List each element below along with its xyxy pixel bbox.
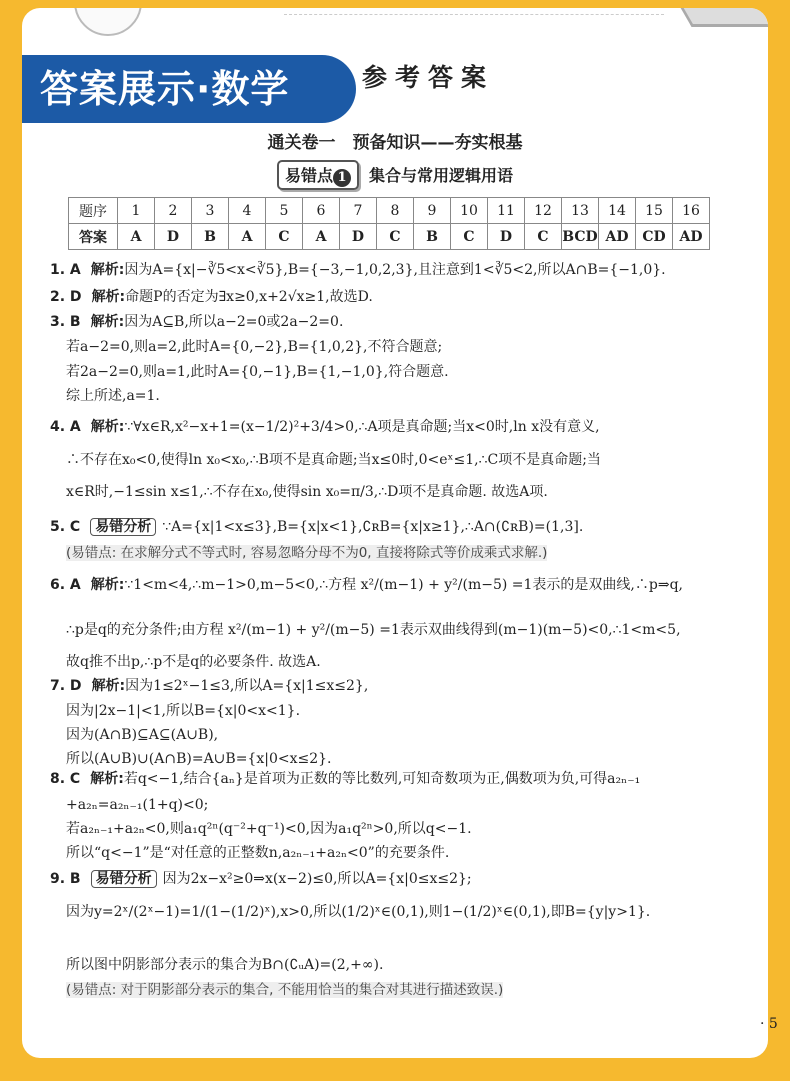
- answer-cell: A: [303, 224, 340, 250]
- analysis-label: 解析:: [91, 289, 126, 305]
- solution-line: [50, 287, 373, 307]
- solution-line: [66, 955, 383, 975]
- answer-cell: C: [377, 224, 414, 250]
- analysis-label: 解析:: [91, 678, 126, 694]
- solution-text: 所以图中阴影部分表示的集合为B∩(∁ᵤA)=(2,+∞).: [66, 957, 384, 973]
- row-header: 题序: [69, 198, 118, 224]
- answer-cell: C: [451, 224, 488, 250]
- question-number: 16: [673, 198, 710, 224]
- tag-label: 易错点: [284, 166, 333, 185]
- solution-line: [50, 769, 640, 789]
- error-note-text: (易错点: 对于阴影部分表示的集合, 不能用恰当的集合对其进行描述致误.): [66, 982, 504, 998]
- question-number: 12: [525, 198, 562, 224]
- answer-cell: AD: [599, 224, 636, 250]
- error-analysis-tag: 易错分析: [91, 870, 157, 888]
- question-number: 3: [192, 198, 229, 224]
- solution-line: [66, 652, 321, 672]
- solution-line: [66, 843, 449, 863]
- question-label: 1. A: [50, 262, 81, 278]
- question-number: 6: [303, 198, 340, 224]
- answer-cell: AD: [673, 224, 710, 250]
- error-analysis-tag: 易错分析: [90, 518, 156, 536]
- solution-text: 所以“q<−1”是“对任意的正整数n,a₂ₙ₋₁+a₂ₙ<0”的充要条件.: [66, 845, 450, 861]
- solution-text: 因为A⊆B,所以a−2=0或2a−2=0.: [124, 314, 344, 330]
- solution-text: 若a−2=0,则a=2,此时A={0,−2},B={1,0,2},不符合题意;: [66, 339, 443, 355]
- solution-line: [50, 676, 368, 696]
- solution-line: [66, 362, 449, 382]
- answer-cell: A: [229, 224, 266, 250]
- solution-text: 命题P的否定为∃x≥0,x+2√x≥1,故选D.: [125, 289, 373, 305]
- solution-text: ∵1<m<4,∴m−1>0,m−5<0,∴方程 x²/(m−1) + y²/(m−5) =1表示的是双曲线,∴p⇒q,: [124, 577, 683, 593]
- solution-text: 因为A={x|−∛5<x<∛5},B={−3,−1,0,2,3},且注意到1<∛5<2,所以A∩B={−1,0}.: [124, 262, 666, 278]
- analysis-label: 解析:: [90, 419, 125, 435]
- question-label: 8. C: [50, 771, 81, 787]
- question-label: 4. A: [50, 419, 81, 435]
- question-number: 14: [599, 198, 636, 224]
- solution-line: [66, 620, 681, 640]
- topic-heading: [0, 160, 790, 190]
- question-number: 9: [414, 198, 451, 224]
- topic-title: 集合与常用逻辑用语: [369, 166, 514, 185]
- solution-line: [50, 417, 600, 437]
- solution-text: 若2a−2=0,则a=1,此时A={0,−1},B={1,−1,0},符合题意.: [66, 364, 449, 380]
- error-note-text: (易错点: 在求解分式不等式时, 容易忽略分母不为0, 直接将除式等价成乘式求解.): [66, 545, 548, 561]
- solution-text: 因为|2x−1|<1,所以B={x|0<x<1}.: [66, 703, 301, 719]
- tag-number: 1: [333, 169, 351, 187]
- answer-cell: BCD: [562, 224, 599, 250]
- solution-text: 若a₂ₙ₋₁+a₂ₙ<0,则a₁q²ⁿ(q⁻²+q⁻¹)<0,因为a₁q²ⁿ>0,所以q<−1.: [66, 821, 472, 837]
- solution-line: [66, 749, 331, 769]
- solution-line: [66, 450, 601, 470]
- solution-line: [50, 312, 343, 332]
- solution-line: [66, 795, 208, 815]
- solution-text: 若q<−1,结合{aₙ}是首项为正数的等比数列,可知奇数项为正,偶数项为负,可得a₂ₙ₋₁: [123, 771, 641, 787]
- solution-line: [66, 337, 442, 357]
- publisher-logo: [74, 8, 142, 36]
- solution-line: [50, 575, 683, 595]
- question-number: 11: [488, 198, 525, 224]
- solution-text: 故q推不出p,∴p不是q的必要条件. 故选A.: [66, 654, 321, 670]
- question-label: 5. C: [50, 519, 81, 535]
- solution-text: ∵∀x∈R,x²−x+1=(x−1/2)²+3/4>0,∴A项是真命题;当x<0时,ln x没有意义,: [124, 419, 600, 435]
- question-number: 8: [377, 198, 414, 224]
- analysis-label: 解析:: [90, 262, 125, 278]
- question-number: 2: [155, 198, 192, 224]
- error-note: [66, 543, 547, 563]
- answer-cell: C: [525, 224, 562, 250]
- analysis-label: 解析:: [90, 771, 124, 787]
- solution-text: 因为y=2ˣ/(2ˣ−1)=1/(1−(1/2)ˣ),x>0,所以(1/2)ˣ∈(0,1),则1−(1/2)ˣ∈(0,1),即B={y|y>1}.: [66, 904, 651, 920]
- answer-cell: D: [488, 224, 525, 250]
- solution-line: [66, 386, 160, 406]
- solution-line: [50, 260, 666, 280]
- answer-cell: A: [118, 224, 155, 250]
- question-label: 3. B: [50, 314, 81, 330]
- solution-text: 因为1≤2ˣ−1≤3,所以A={x|1≤x≤2},: [125, 678, 369, 694]
- solution-line: [50, 517, 583, 537]
- question-number: 15: [636, 198, 673, 224]
- solution-line: [66, 902, 650, 922]
- solution-text: 因为(A∩B)⊆A⊆(A∪B),: [66, 727, 219, 743]
- question-label: 9. B: [50, 871, 81, 887]
- corner-decoration: [678, 8, 768, 27]
- solution-line: [66, 701, 300, 721]
- solution-text: +a₂ₙ=a₂ₙ₋₁(1+q)<0;: [66, 797, 209, 813]
- answer-cell: B: [414, 224, 451, 250]
- question-number: 4: [229, 198, 266, 224]
- analysis-label: 解析:: [90, 314, 125, 330]
- solution-line: [50, 869, 472, 889]
- banner: 答案展示·数学: [22, 55, 356, 123]
- solution-text: 所以(A∪B)∪(A∩B)=A∪B={x|0<x≤2}.: [66, 751, 332, 767]
- solution-text: x∈R时,−1≤sin x≤1,∴不存在x₀,使得sin x₀=π/3,∴D项不是真命题. 故选A项.: [66, 484, 548, 500]
- question-label: 2. D: [50, 289, 82, 305]
- answer-row: [69, 224, 710, 250]
- question-label: 7. D: [50, 678, 82, 694]
- question-label: 6. A: [50, 577, 81, 593]
- solution-line: [66, 482, 548, 502]
- solution-line: [66, 819, 472, 839]
- question-number: 7: [340, 198, 377, 224]
- answer-cell: C: [266, 224, 303, 250]
- solution-text: 综上所述,a=1.: [66, 388, 160, 404]
- solution-text: ∴不存在x₀<0,使得ln x₀<x₀,∴B项不是真命题;当x≤0时,0<eˣ≤1,∴C项不是真命题;当: [66, 452, 601, 468]
- question-number: 5: [266, 198, 303, 224]
- question-number: 10: [451, 198, 488, 224]
- analysis-label: 解析:: [90, 577, 125, 593]
- number-row: [69, 198, 710, 224]
- page-title: 参考答案: [362, 63, 495, 92]
- solution-line: [66, 725, 218, 745]
- answer-cell: B: [192, 224, 229, 250]
- row-header: 答案: [69, 224, 118, 250]
- solution-text: 因为2x−x²≥0⇒x(x−2)≤0,所以A={x|0≤x≤2};: [162, 871, 472, 887]
- solution-text: ∵A={x|1<x≤3},B={x|x<1},∁ʀB={x|x≥1},∴A∩(∁ʀB)=(1,3].: [162, 519, 584, 535]
- solution-text: ∴p是q的充分条件;由方程 x²/(m−1) + y²/(m−5) =1表示双曲线得到(m−1)(m−5)<0,∴1<m<5,: [66, 622, 681, 638]
- question-number: 13: [562, 198, 599, 224]
- header-divider: [284, 14, 664, 15]
- answer-cell: D: [340, 224, 377, 250]
- error-point-tag: [277, 160, 359, 190]
- answer-table: [68, 197, 710, 250]
- question-number: 1: [118, 198, 155, 224]
- answer-cell: D: [155, 224, 192, 250]
- answer-cell: CD: [636, 224, 673, 250]
- error-note: [66, 980, 503, 1000]
- page-number: · 5: [760, 1016, 778, 1032]
- section-title: 通关卷一 预备知识——夯实根基: [267, 133, 523, 153]
